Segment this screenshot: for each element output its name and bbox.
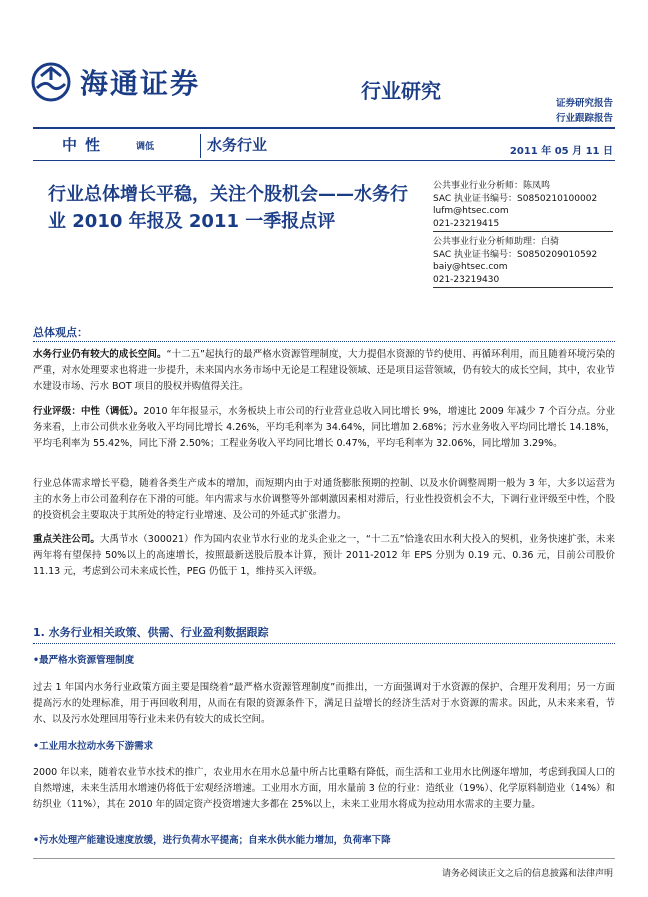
analyst-rule	[433, 287, 613, 288]
bullet-heading: •污水处理产能建设速度放缓，进行负荷水平提高；自来水供水能力增加，负荷率下降	[33, 835, 391, 846]
bullet-heading: •工业用水拉动水务下游需求	[33, 741, 154, 752]
header-rule	[33, 127, 615, 129]
analyst-phone: 021-23219430	[433, 274, 500, 285]
rating-change: 调低	[136, 142, 155, 152]
analyst-sac: SAC 执业证书编号：S0850209010592	[433, 249, 598, 260]
section-paragraph: 过去 1 年国内水务行业政策方面主要是围绕着“最严格水资源管理制度”而推出，一方面强调对于水资源的保护、合理开发利用；另一方面提高污水的处理标准，用于再回收利用，从而在有限的资源条件下，满足日益增长的经济生活对于水资源的需求。因此，从未来来看，节水、以及污水处理回用等行业未来仍有较大的成长空间。	[33, 682, 615, 725]
bullet-heading: •最严格水资源管理制度	[33, 655, 135, 666]
summary-rule	[33, 341, 615, 342]
report-subtype: 行业跟踪报告	[555, 113, 613, 124]
industry-name: 水务行业	[207, 136, 268, 154]
analyst-card	[433, 236, 613, 288]
footer-disclaimer: 请务必阅读正文之后的信息披露和法律声明	[441, 869, 613, 879]
header-rule-bottom	[33, 160, 615, 161]
report-type: 证券研究报告	[555, 98, 613, 109]
summary-paragraph	[33, 532, 615, 580]
footer-rule	[33, 858, 615, 859]
summary-heading: 总体观点：	[33, 326, 88, 339]
section-rule	[33, 643, 615, 644]
analyst-role: 公共事业行业分析师：陈凤鸣	[433, 181, 551, 191]
analyst-sac: SAC 执业证书编号：S0850210100002	[433, 193, 598, 204]
rating-divider	[200, 134, 201, 158]
paragraph-lead: 水务行业仍有较大的成长空间。	[33, 349, 167, 360]
paragraph-body: 大禹节水（300021）作为国内农业节水行业的龙头企业之一，“十二五”恰逢农田水利大投入的契机，业务快速扩张，未来两年将有望保持 50%以上的高速增长，按照最新送股后股本计算，预计 2011-2012 年 EPS 分别为 0.19 元、0.36 元，目前公司股价 11.13 元，考虑到公司未来成长性，PEG 仍低于 1，维持买入评级。	[33, 534, 615, 577]
summary-paragraph	[33, 404, 615, 452]
report-headline: 行业总体增长平稳，关注个股机会——水务行业 2010 年报及 2011 一季报点评	[48, 184, 408, 232]
paragraph-lead: 行业评级：中性（调低）。	[33, 406, 144, 417]
report-category: 行业研究	[361, 79, 441, 103]
summary-paragraph	[33, 347, 615, 395]
logo-icon	[31, 62, 71, 102]
analyst-email[interactable]: lufm@htsec.com	[433, 206, 509, 216]
analyst-phone: 021-23219415	[433, 218, 500, 229]
analyst-rule	[433, 231, 613, 232]
section-heading: 1. 水务行业相关政策、供需、行业盈利数据跟踪	[33, 626, 269, 639]
logo-text: 海通证券	[80, 67, 201, 100]
analyst-email[interactable]: baiy@htsec.com	[433, 262, 508, 272]
paragraph-lead: 重点关注公司。	[33, 534, 100, 545]
paragraph-body: “十二五”起执行的最严格水资源管理制度，大力提倡水资源的节约使用、再循环利用，而且随着环境污染的严重，对水处理要求也将进一步提升，未来国内水务市场中无论是工程建设领域、还是项目运营领域，仍有较大的成长空间，其中，农业节水建设市场、污水 BOT 项目的股权并购值得关注。	[33, 349, 615, 392]
analyst-role: 公共事业行业分析师助理：白骑	[433, 237, 560, 247]
industry-rating: 中性	[62, 136, 109, 154]
section-paragraph: 2000 年以来，随着农业节水技术的推广，农业用水在用水总量中所占比重略有降低，而生活和工业用水比例逐年增加，考虑到我国人口的自然增速，未来生活用水增速仍将低于宏观经济增速。工业用水方面，用水量前 3 位的行业：造纸业（19%）、化学原料制造业（14%）和纺织业（11%），其在 2010 年的固定资产投资增速大多都在 25%以上，未来工业用水将成为拉动用水需求的主要力量。	[33, 767, 615, 810]
summary-paragraph: 行业总体需求增长平稳，随着各类生产成本的增加，而短期内由于对通货膨胀预期的控制、以及水价调整周期一般为 3 年，大多以运营为主的水务上市公司盈利存在下滑的可能。年内需求与水价调整等外部刺激因素相对滞后，行业性投资机会不大，下调行业评级至中性，个股的投资机会主要取决于其所处的特定行业增速、及公司的外延式扩张潜力。	[33, 478, 615, 521]
report-date: 2011 年 05 月 11 日	[509, 146, 613, 157]
paragraph-body: 2010 年年报显示，水务板块上市公司的行业营业总收入同比增长 9%，增速比 2009 年减少 7 个百分点。分业务来看，上市公司供水业务收入平均同比增长 4.26%，平均毛利率为 34.64%，同比增加 2.68%；污水业务收入平均同比增长 14.18%，平均毛利率为 55.42%，同比下滑 2.50%；工程业务收入平均同比增长 0.47%，平均毛利率为 32.06%，同比增加 3.29%。	[33, 406, 615, 449]
analyst-card	[433, 180, 613, 232]
